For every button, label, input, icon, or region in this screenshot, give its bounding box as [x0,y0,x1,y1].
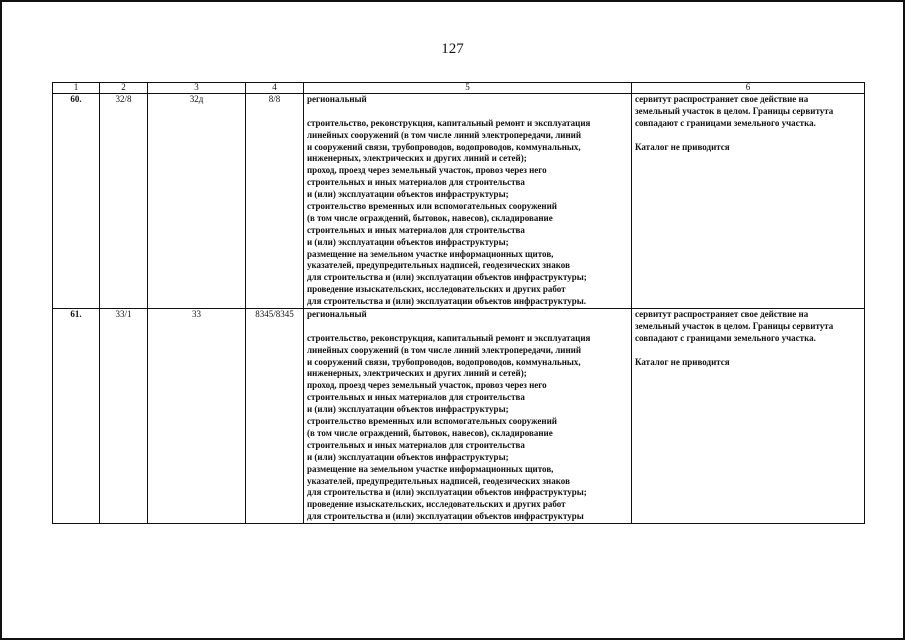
catalog-note: Каталог не приводится [635,141,730,152]
page-border-top [0,0,905,2]
note-line: совпадают с границами земельного участка. [635,332,816,343]
spacer [635,345,861,357]
easement-table [52,82,865,524]
purpose-line: проведение изыскательских, исследовательских и других работ [307,499,566,510]
easement-type: региональный [307,309,367,320]
spacer [635,130,861,142]
purpose-line: строительных и иных материалов для строительства [307,224,525,235]
page-border-left [0,0,2,640]
purpose-line: указателей, предупредительных надписей, геодезических знаков [307,475,570,486]
purpose-line: строительство временных или вспомогательных сооружений [307,416,557,427]
purpose-line: линейных сооружений (в том числе линий электропередачи, линий [307,344,582,355]
spacer [307,106,628,118]
purpose-line: строительство временных или вспомогательных сооружений [307,201,557,212]
purpose-line: инженерных, электрических и других линий и сетей); [307,153,527,164]
table-row [53,309,865,524]
purpose-line: (в том числе ограждений, бытовок, навесов), складирование [307,212,553,223]
purpose-line: и сооружений связи, трубопроводов, водопроводов, коммунальных, [307,356,581,367]
purpose-line: и (или) эксплуатации объектов инфраструктуры; [307,189,509,200]
note-line: сервитут распространяет свое действие на [635,94,809,104]
area-cell: 8345/8345 [246,309,304,524]
purpose-line: для строительства и (или) эксплуатации объектов инфраструктуры [307,511,584,522]
note-cell [632,309,865,524]
purpose-cell [304,309,632,524]
purpose-line: размещение на земельном участке информационных щитов, [307,463,554,474]
purpose-line: и сооружений связи, трубопроводов, водопроводов, коммунальных, [307,141,581,152]
purpose-line: проведение изыскательских, исследовательских и других работ [307,284,566,295]
purpose-line: строительных и иных материалов для строительства [307,439,525,450]
purpose-line: для строительства и (или) эксплуатации объектов инфраструктуры; [307,272,587,283]
column-number: 3 [148,83,246,94]
column-number: 2 [100,83,148,94]
note-cell [632,94,865,309]
area-cell: 8/8 [246,94,304,309]
note-line: земельный участок в целом. Границы сервитута [635,105,834,116]
note-line: совпадают с границами земельного участка. [635,117,816,128]
purpose-line: для строительства и (или) эксплуатации объектов инфраструктуры. [307,296,587,307]
row-number-cell: 60. [53,94,100,309]
column-number: 4 [246,83,304,94]
purpose-line: и (или) эксплуатации объектов инфраструктуры; [307,404,509,415]
column-number: 6 [632,83,865,94]
purpose-line: размещение на земельном участке информационных щитов, [307,248,554,259]
parcel-id-cell: 33 [148,309,246,524]
purpose-line: строительство, реконструкция, капитальный ремонт и эксплуатация [307,117,591,128]
parcel-number-cell: 32/8 [100,94,148,309]
note-line: земельный участок в целом. Границы сервитута [635,320,834,331]
purpose-line: и (или) эксплуатации объектов инфраструктуры; [307,236,509,247]
column-number: 5 [304,83,632,94]
page-number: 127 [441,41,464,57]
purpose-line: строительных и иных материалов для строительства [307,392,525,403]
purpose-line: проход, проезд через земельный участок, провоз через него [307,380,547,391]
easement-type: региональный [307,94,367,104]
column-number-row [53,83,865,94]
purpose-line: строительство, реконструкция, капитальный ремонт и эксплуатация [307,332,591,343]
purpose-line: строительных и иных материалов для строительства [307,177,525,188]
purpose-line: линейных сооружений (в том числе линий электропередачи, линий [307,129,582,140]
purpose-line: для строительства и (или) эксплуатации объектов инфраструктуры; [307,487,587,498]
purpose-line: проход, проезд через земельный участок, провоз через него [307,165,547,176]
table-row [53,94,865,309]
purpose-line: и (или) эксплуатации объектов инфраструктуры; [307,451,509,462]
catalog-note: Каталог не приводится [635,356,730,367]
note-line: сервитут распространяет свое действие на [635,309,809,320]
column-number: 1 [53,83,100,94]
purpose-line: указателей, предупредительных надписей, геодезических знаков [307,260,570,271]
purpose-line: (в том числе ограждений, бытовок, навесов), складирование [307,427,553,438]
parcel-number-cell: 33/1 [100,309,148,524]
parcel-id-cell: 32д [148,94,246,309]
purpose-cell [304,94,632,309]
row-number-cell: 61. [53,309,100,524]
spacer [307,321,628,333]
purpose-line: инженерных, электрических и других линий и сетей); [307,368,527,379]
